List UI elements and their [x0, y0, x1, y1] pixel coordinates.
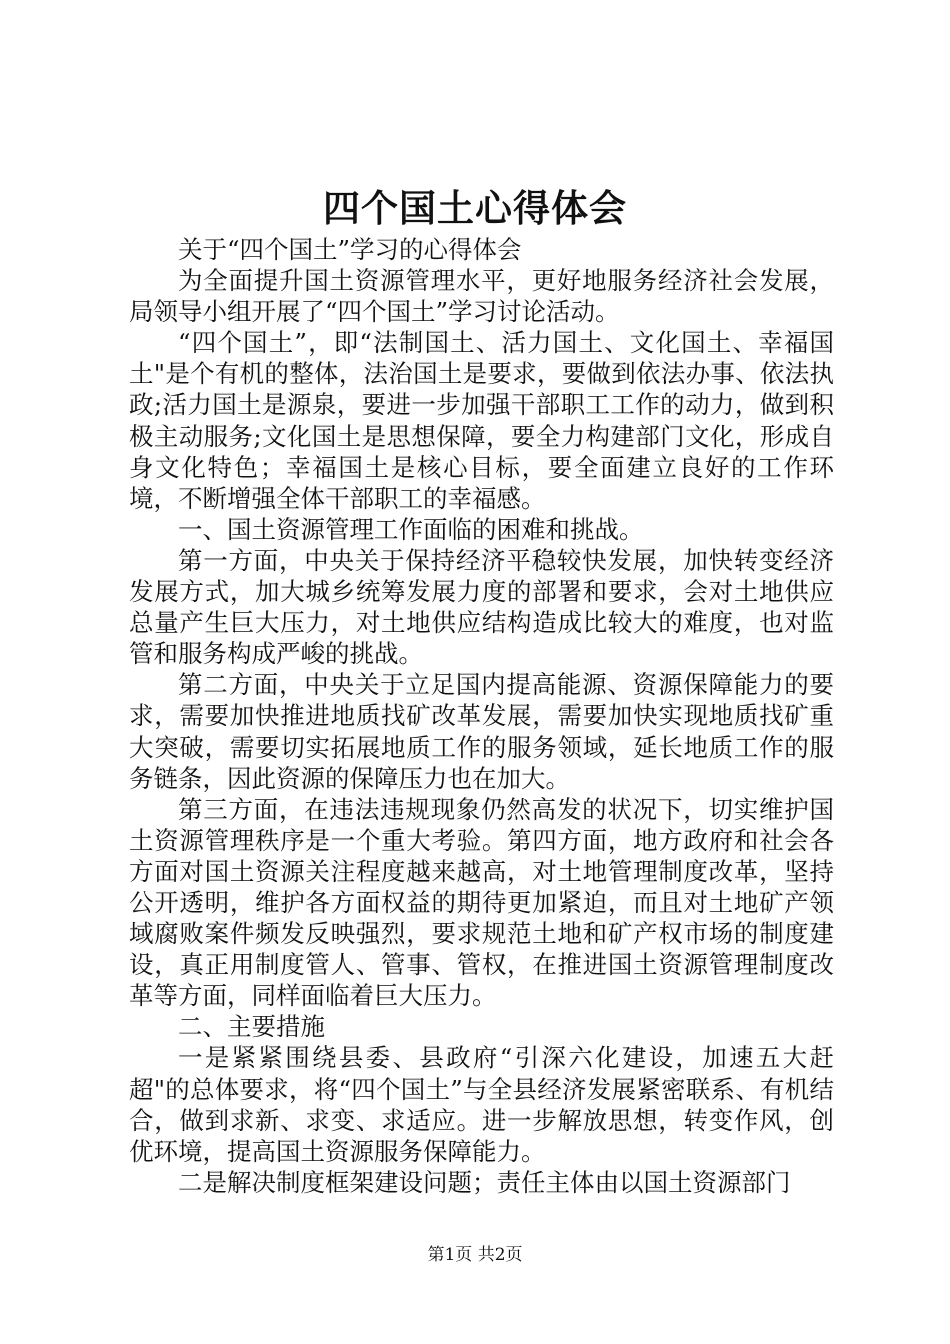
section-heading-measures: 二、主要措施 [178, 1012, 325, 1042]
paragraph-first-aspect: 第一方面，中央关于保持经济平稳较快发展，加快转变经济发展方式，加大城乡统筹发展力度的部署和要求，会对土地供应总量产生巨大压力，对土地供应结构造成比较大的难度，也对监管和服务构成严峻的挑战。 [129, 545, 834, 669]
section-heading-challenges: 一、国土资源管理工作面临的困难和挑战。 [178, 514, 644, 544]
paragraph-measure-one: 一是紧紧围绕县委、县政府“引深六化建设，加速五大赶超"的总体要求，将“四个国土”与全县经济发展紧密联系、有机结合，做到求新、求变、求适应。进一步解放思想，转变作风，创优环境，提高国土资源服务保障能力。 [129, 1043, 834, 1166]
paragraph-intro: 为全面提升国土资源管理水平，更好地服务经济社会发展，局领导小组开展了“四个国土”学习讨论活动。 [129, 266, 834, 327]
paragraph-subtitle: 关于“四个国土”学习的心得体会 [178, 235, 522, 264]
document-body [129, 234, 834, 1198]
document-title: 四个国土心得体会 [323, 186, 627, 230]
paragraph-definition: “四个国土”，即“法制国土、活力国土、文化国土、幸福国土"是个有机的整体，法治国土是要求，要做到依法办事、依法执政;活力国土是源泉，要进一步加强干部职工工作的动力，做到积极主动服务;文化国土是思想保障，要全力构建部门文化，形成自身文化特色；幸福国土是核心目标，要全面建立良好的工作环境，不断增强全体干部职工的幸福感。 [129, 328, 834, 513]
page-number-footer: 第1页 共2页 [427, 1245, 523, 1265]
paragraph-third-aspect: 第三方面，在违法违规现象仍然高发的状况下，切实维护国土资源管理秩序是一个重大考验。第四方面，地方政府和社会各方面对国土资源关注程度越来越高，对土地管理制度改革，坚持公开透明，维护各方面权益的期待更加紧迫，而且对土地矿产领域腐败案件频发反映强烈，要求规范土地和矿产权市场的制度建设，真正用制度管人、管事、管权，在推进国土资源管理制度改革等方面，同样面临着巨大压力。 [129, 794, 834, 1011]
paragraph-second-aspect: 第二方面，中央关于立足国内提高能源、资源保障能力的要求，需要加快推进地质找矿改革发展，需要加快实现地质找矿重大突破，需要切实拓展地质工作的服务领域，延长地质工作的服务链条，因此资源的保障压力也在加大。 [129, 670, 834, 793]
paragraph-measure-two: 二是解决制度框架建设问题；责任主体由以国土资源部门 [178, 1167, 791, 1197]
